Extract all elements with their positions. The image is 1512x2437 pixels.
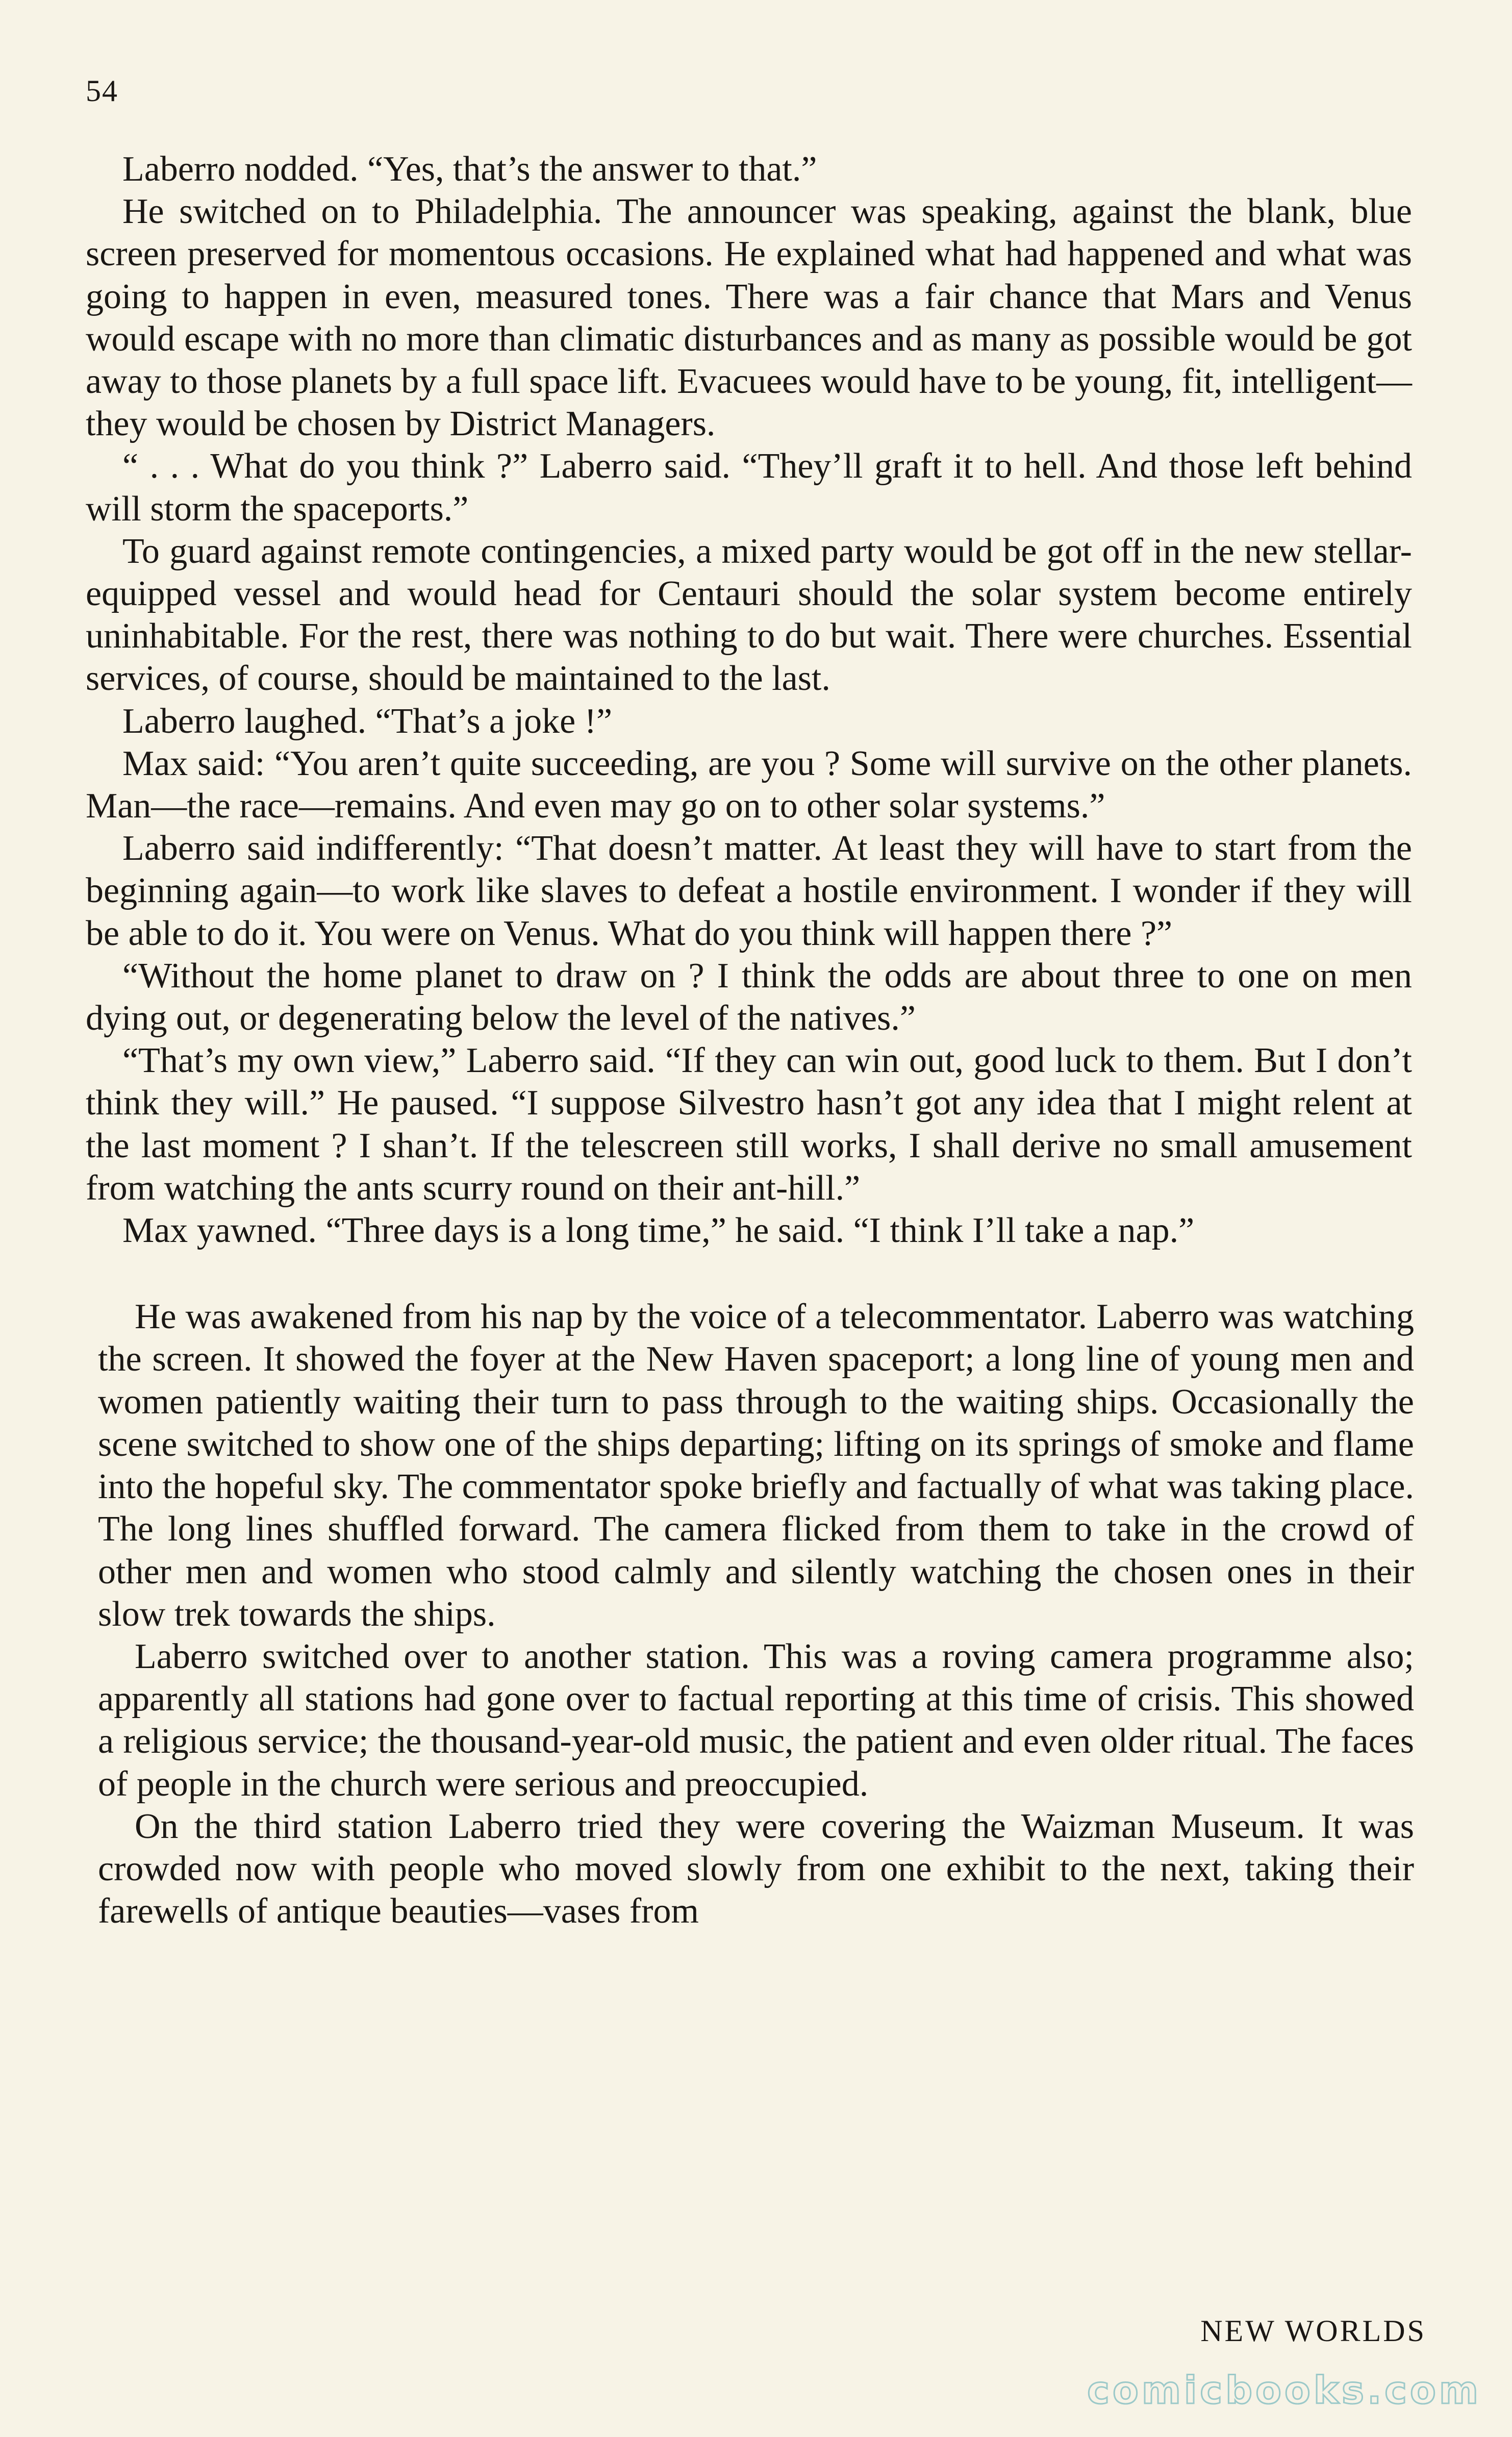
paragraph: He was awakened from his nap by the voice of a telecommentator. Laberro was watching the screen. It showed the foyer at the New Haven spaceport; a long line of young men and women patiently waiting their turn to pass through to the waiting ships. Occasionally the scene switched to show one of the ships departing; lifting on its springs of smoke and flame into the hopeful sky. The commentator spoke briefly and factually of what was taking place. The long lines shuffled forward. The camera flicked from them to take in the crowd of other men and women who stood calmly and silently watching the chosen ones in their slow trek towards the ships. (98, 1297, 1414, 1634)
paragraph: To guard against remote contingencies, a mixed party would be got off in the new stellar-equipped vessel and would head for Centauri should the solar system become entirely uninhabitable. For the rest, there was nothing to do but wait. There were churches. Essential services, of course, should be maintained to the last. (86, 531, 1412, 699)
paragraph: Laberro said indifferently: “That doesn’t matter. At least they will have to start from the beginning again—to work like slaves to defeat a hostile environment. I wonder if they will be able to do it. You were on Venus. What do you think will happen there ?” (86, 829, 1412, 953)
page-number: 54 (86, 74, 118, 108)
paragraph: “Without the home planet to draw on ? I think the odds are about three to one on men dying out, or degenerating below the level of the natives.” (86, 956, 1412, 1038)
paragraph: On the third station Laberro tried they were covering the Waizman Museum. It was crowded now with people who moved slowly from one exhibit to the next, taking their farewells of antique beauties—vases from (98, 1806, 1414, 1931)
watermark: comicbooks.com (1087, 2369, 1481, 2413)
paragraph: Max said: “You aren’t quite succeeding, are you ? Some will survive on the other planets. Man—the race—remains. And even may go on to other solar systems.” (86, 743, 1412, 826)
paragraph: Max yawned. “Three days is a long time,” he said. “I think I’ll take a nap.” (122, 1211, 1195, 1251)
paragraph: “That’s my own view,” Laberro said. “If they can win out, good luck to them. But I don’t think they will.” He paused. “I suppose Silvestro hasn’t got any idea that I might relent at the last moment ? I shan’t. If the telescreen still works, I shall derive no small amusement from watching the ants scurry round on their ant-hill.” (86, 1041, 1412, 1208)
story-section-1 (86, 148, 1412, 1252)
magazine-title-footer: NEW WORLDS (1200, 2314, 1426, 2348)
paragraph: “ . . . What do you think ?” Laberro said. “They’ll graft it to hell. And those left behind will storm the spaceports.” (86, 446, 1412, 529)
story-body (86, 148, 1412, 1932)
story-section-2 (86, 1296, 1414, 1932)
paragraph: Laberro switched over to another station. This was a roving camera programme also; apparently all stations had gone over to factual reporting at this time of crisis. This showed a religious service; the thousand-year-old music, the patient and even older ritual. The faces of people in the church were serious and preoccupied. (98, 1636, 1414, 1804)
paragraph: He switched on to Philadelphia. The announcer was speaking, against the blank, blue screen preserved for momentous occasions. He explained what had happened and what was going to happen in even, measured tones. There was a fair chance that Mars and Venus would escape with no more than climatic disturbances and as many as possible would be got away to those planets by a full space lift. Evacuees would have to be young, fit, intelligent—they would be chosen by District Managers. (86, 192, 1412, 444)
paragraph: Laberro laughed. “That’s a joke !” (122, 701, 613, 741)
paragraph: Laberro nodded. “Yes, that’s the answer to that.” (122, 150, 817, 189)
